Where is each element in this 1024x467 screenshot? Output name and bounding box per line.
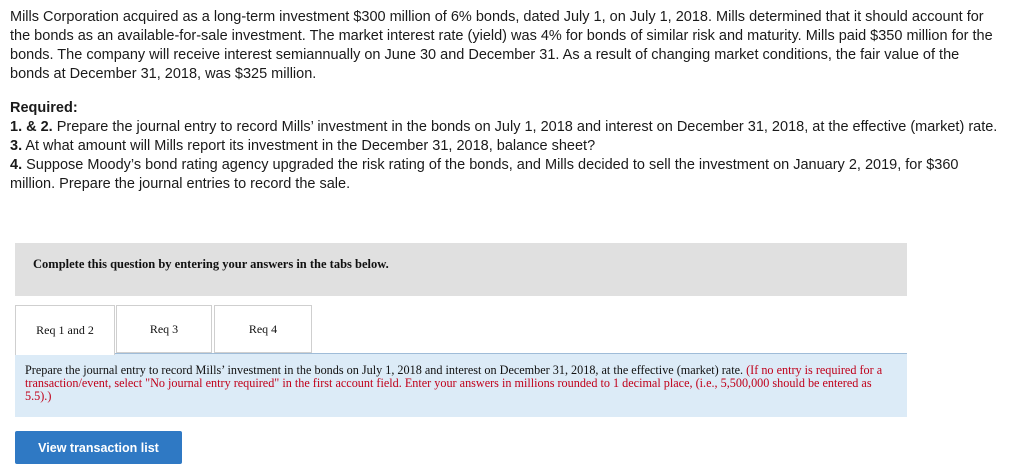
tab-req-1-and-2[interactable]: Req 1 and 2 xyxy=(15,305,115,355)
view-transaction-list-button[interactable]: View transaction list xyxy=(15,431,182,464)
tab-req-3[interactable]: Req 3 xyxy=(116,305,212,353)
tab-panel-note: (If no entry is required for a transaction/event, select "No journal entry required" in the first account field. Enter your answers in millions rounded to 1 decimal place, (i.e., 5,500,000 should be entered as 5.5).) xyxy=(25,363,883,403)
instructions-text: Complete this question by entering your answers in the tabs below. xyxy=(33,257,389,271)
requirement-text: Prepare the journal entry to record Mills’ investment in the bonds on July 1, 2018 and interest on December 31, 2018, at the effective (market) rate. xyxy=(52,119,998,135)
tab-req-4[interactable]: Req 4 xyxy=(214,305,312,353)
requirement-text: Suppose Moody’s bond rating agency upgraded the risk rating of the bonds, and Mills decided to sell the investment on January 2, 2019, for $360 million. Prepare the journal entries to record the sale. xyxy=(10,157,959,192)
tab-panel-instructions xyxy=(15,353,907,417)
requirement-number: 4. xyxy=(10,157,23,173)
required-heading: Required: xyxy=(10,100,78,116)
tab-panel-text: Prepare the journal entry to record Mills’ investment in the bonds on July 1, 2018 and interest on December 31, 2018, at the effective (market) rate. xyxy=(25,363,744,377)
requirement-number: 1. & 2. xyxy=(10,119,53,135)
requirement-3 xyxy=(10,137,1000,156)
requirement-4 xyxy=(10,156,1000,194)
requirement-number: 3. xyxy=(10,138,23,154)
requirement-1-2 xyxy=(10,118,1000,137)
requirement-text: At what amount will Mills report its investment in the December 31, 2018, balance sheet? xyxy=(22,138,596,154)
problem-intro: Mills Corporation acquired as a long-term investment $300 million of 6% bonds, dated July 1, on July 1, 2018. Mills determined that it should account for the bonds as an available-for-sale investment. The market interest rate (yield) was 4% for bonds of similar risk and maturity. Mills paid $350 million for the bonds. The company will receive interest semiannually on June 30 and December 31. As a result of changing market conditions, the fair value of the bonds at December 31, 2018, was $325 million. xyxy=(10,9,993,82)
problem-statement xyxy=(10,8,1000,194)
instructions-bar xyxy=(15,243,907,296)
